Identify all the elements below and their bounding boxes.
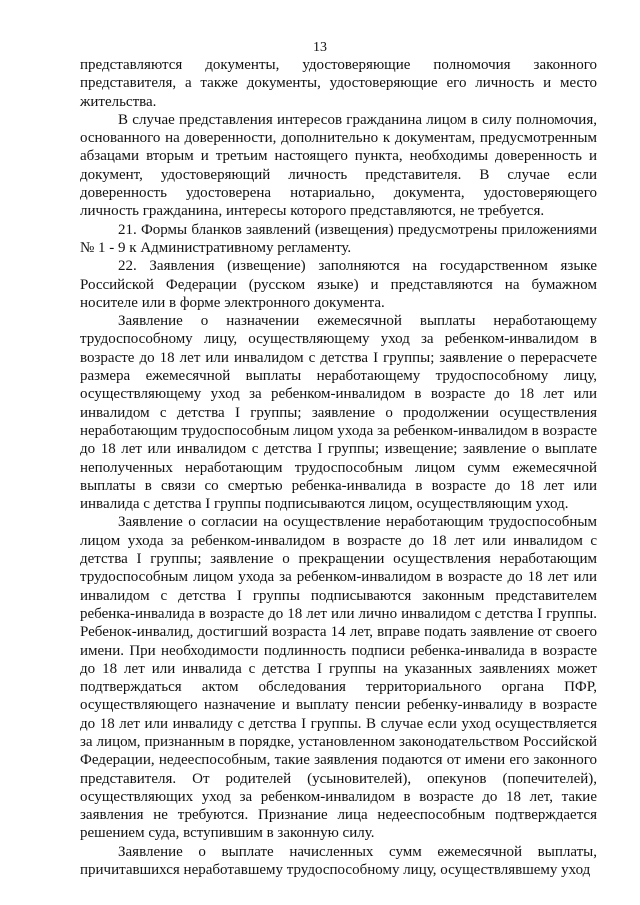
paragraph-continuation: представляются документы, удостоверяющие полномочия законного представителя, а также документы, удостоверяющие его личность и место жительства. [80,57,597,110]
page-number: 13 [313,40,327,55]
paragraph-item-22: 22. Заявления (извещение) заполняются на государственном языке Российской Федерации (русском языке) и представляются на бумажном носителе или в форме электронного документа. [80,258,597,311]
paragraph-unpaid-sums: Заявление о выплате начисленных сумм ежемесячной выплаты, причитавшихся неработавшему трудоспособному лицу, осуществлявшему уход [80,843,597,879]
paragraph-signing-caregiver: Заявление о назначении ежемесячной выплаты неработающему трудоспособному лицу, осуществляющему уход за ребенком-инвалидом в возрасте до 18 лет или инвалидом с детства I группы; заявление о перерасчете размера ежемесячной выплаты неработающему трудоспособному лицу, осуществляющему уход за ребенком-инвалидом в возрасте до 18 лет или инвалидом с детства I группы; заявление о продолжении осуществления неработающим трудоспособным лицом ухода за ребенком-инвалидом в возрасте до 18 лет или инвалидом с детства I группы; извещение; заявление о выплате неполученных неработающим трудоспособным лицом сумм ежемесячной выплаты в связи со смертью ребенка-инвалида в возрасте до 18 лет или инвалида с детства I группы подписываются лицом, осуществляющим уход. [80,313,597,513]
body-text [80,56,597,879]
paragraph-item-21: 21. Формы бланков заявлений (извещения) предусмотрены приложениями № 1 - 9 к Административному регламенту. [80,221,597,256]
paragraph-proxy-representation: В случае представления интересов гражданина лицом в силу полномочия, основанного на доверенности, дополнительно к документам, предусмотренным абзацами вторым и третьим настоящего пункта, необходимы доверенность и документ, удостоверяющий личность представителя. В случае если доверенность удостоверена нотариально, документа, удостоверяющего личность гражданина, интересы которого представляются, не требуется. [80,111,597,220]
paragraph-signing-representative: Заявление о согласии на осуществление неработающим трудоспособным лицом ухода за ребенком-инвалидом в возрасте до 18 лет или инвалидом с детства I группы; заявление о прекращении осуществления неработающим трудоспособным лицом ухода за ребенком-инвалидом в возрасте до 18 лет или инвалидом с детства I группы подписываются законным представителем ребенка-инвалида в возрасте до 18 лет или лично инвалидом с детства I группы. Ребенок-инвалид, достигший возраста 14 лет, вправе подать заявление от своего имени. При необходимости подлинность подписи ребенка-инвалида в возрасте до 18 лет или инвалида с детства I группы на указанных заявлениях может подтверждаться актом обследования территориального органа ПФР, осуществляющего назначение и выплату пенсии ребенку-инвалиду в возрасте до 18 лет или инвалиду с детства I группы. В случае если уход осуществляется за лицом, признанным в порядке, установленном законодательством Российской Федерации, недееспособным, такие заявления подаются от имени его законного представителя. От родителей (усыновителей), опекунов (попечителей), осуществляющих уход за ребенком-инвалидом в возрасте до 18 лет, такие заявления не требуются. Признание лица недееспособным подтверждается решением суда, вступившим в законную силу. [80,514,597,842]
